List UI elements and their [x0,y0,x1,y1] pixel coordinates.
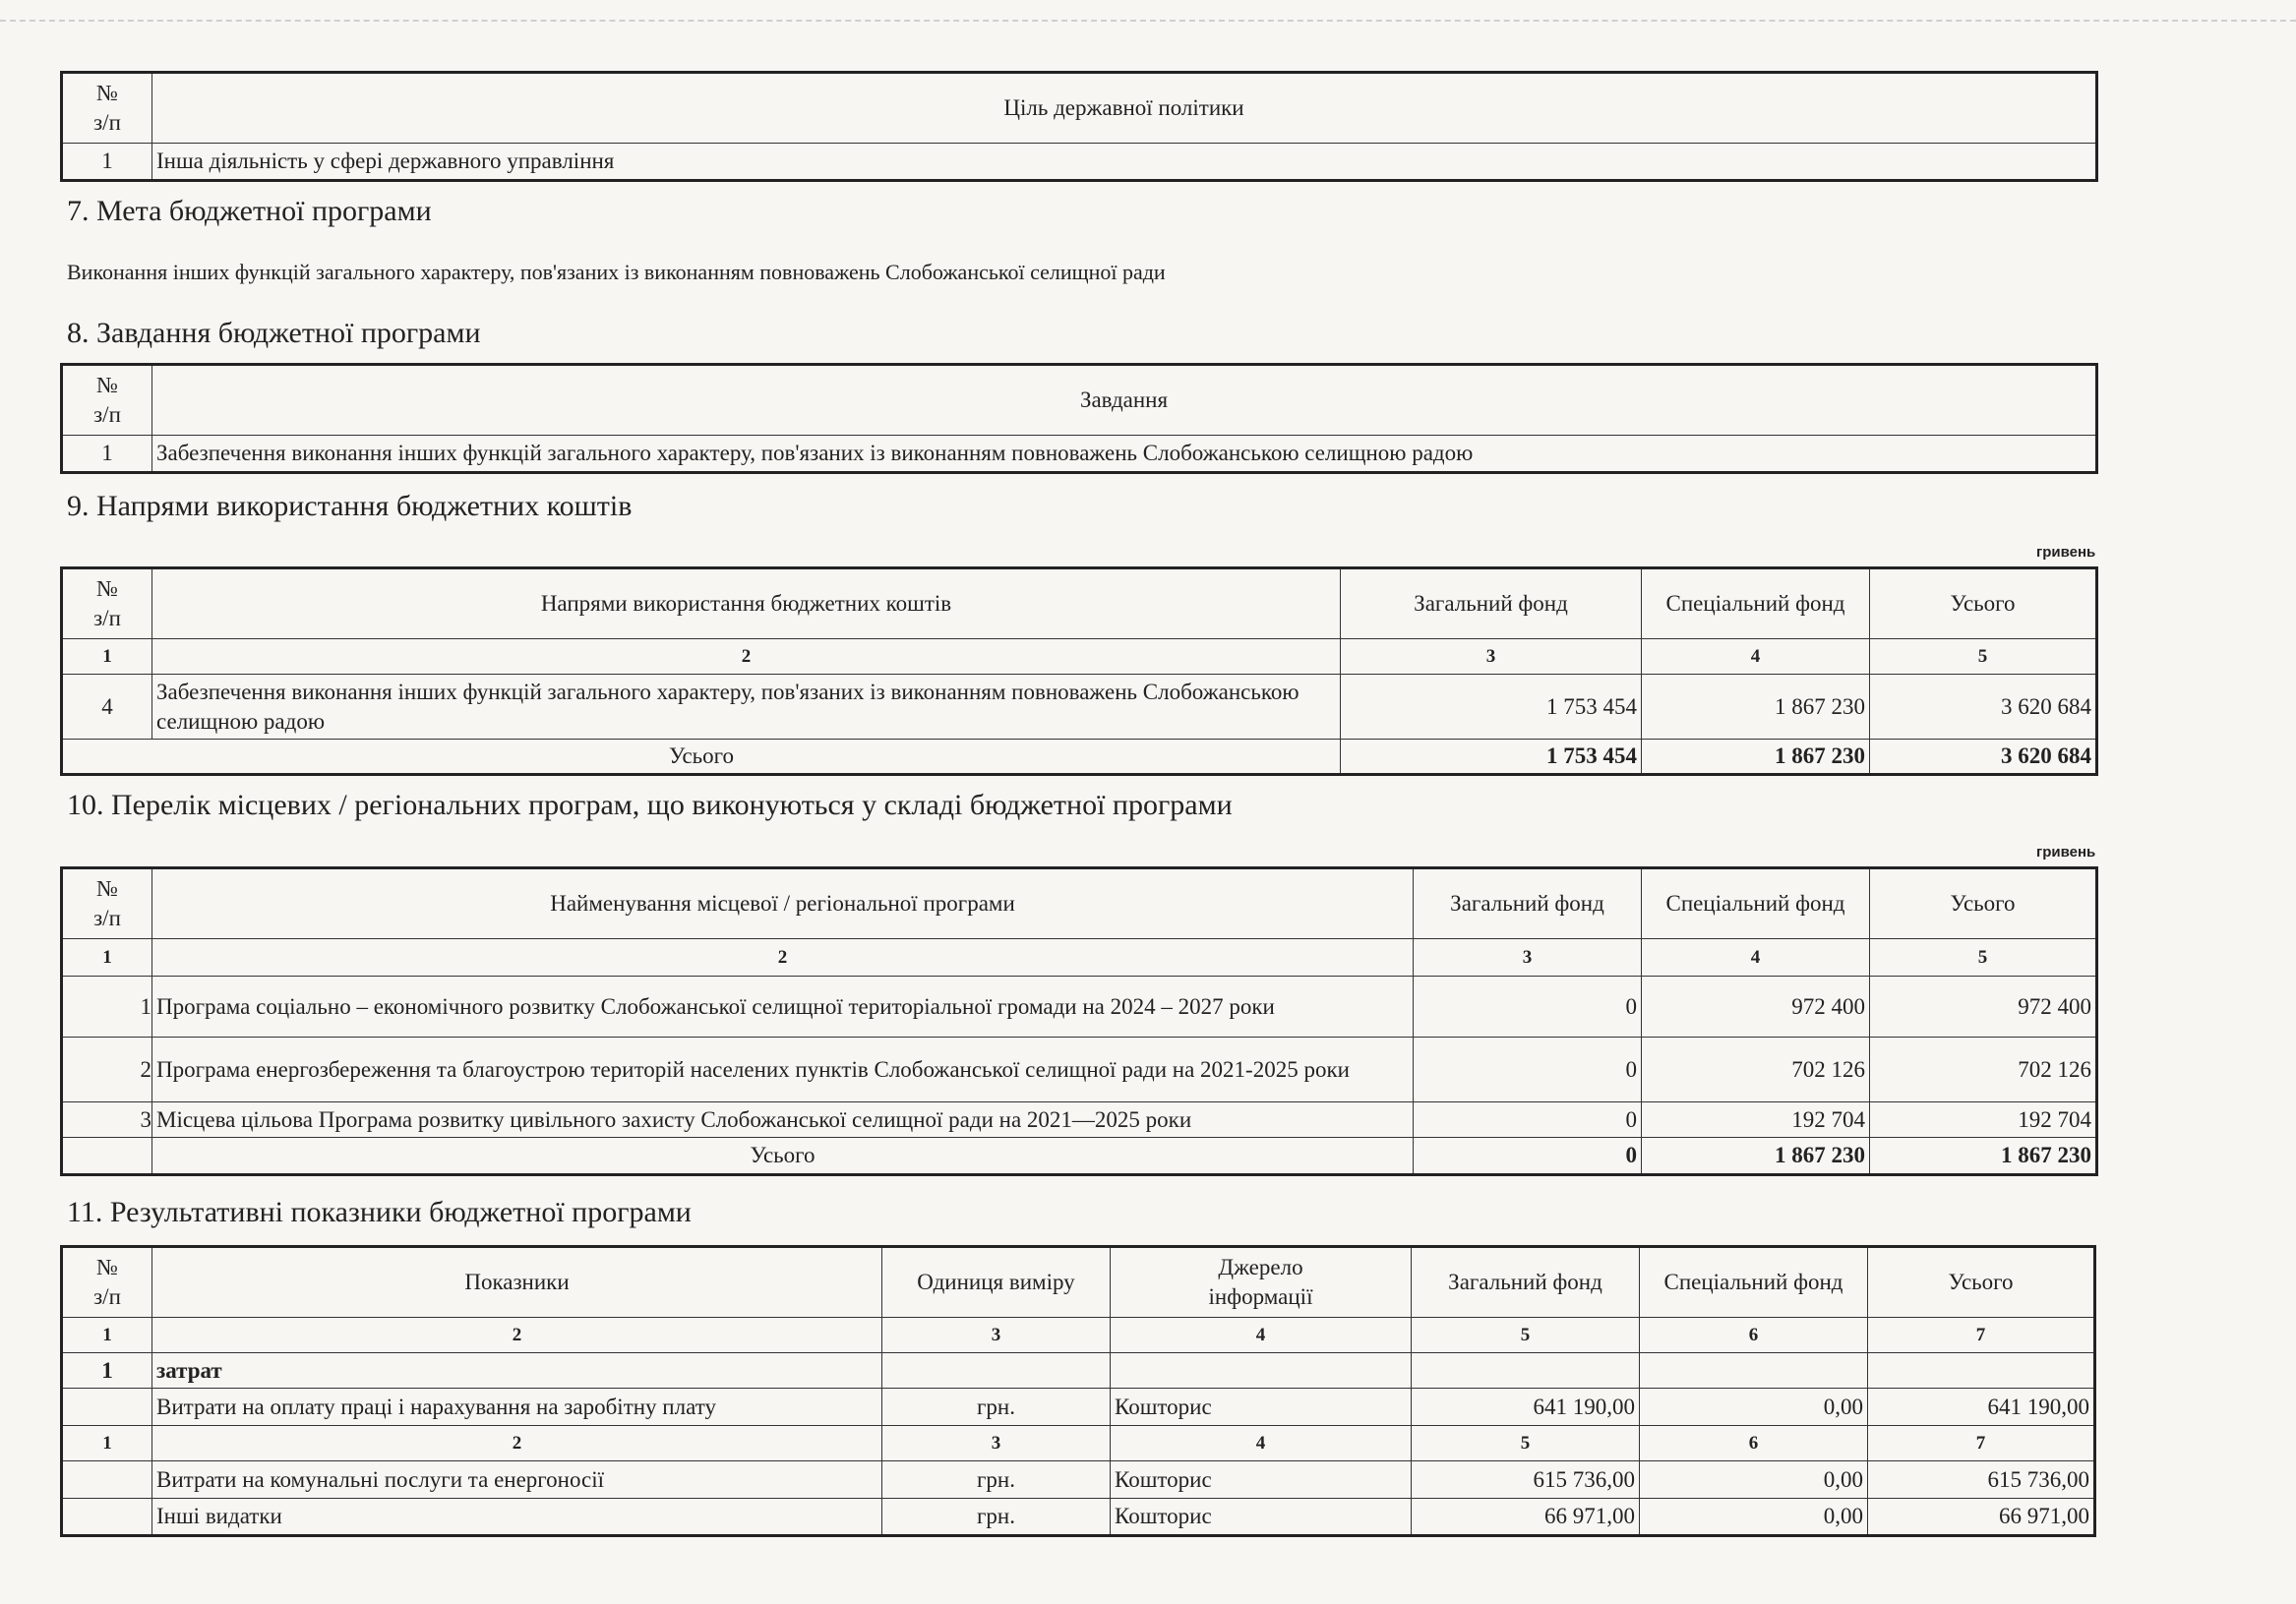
indicator-unit: грн. [882,1499,1111,1536]
indicator-source: Кошторис [1111,1461,1412,1499]
col-header-total: Усього [1870,568,2097,639]
empty-cell [62,1499,152,1536]
budget-directions-table [60,566,2098,776]
col-number-4: 4 [1642,639,1870,675]
col-number-5: 5 [1412,1426,1640,1461]
col-number-3: 3 [882,1318,1111,1353]
section-7-heading: 7. Мета бюджетної програми [67,195,432,227]
general-fund-value: 0 [1414,1102,1642,1138]
total-sum: 3 620 684 [1870,740,2097,775]
empty-cell [1111,1353,1412,1389]
col-header-task: Завдання [152,365,2097,436]
general-fund-value: 66 971,00 [1412,1499,1640,1536]
col-header-direction: Напрями використання бюджетних коштів [152,568,1341,639]
col-number-4: 4 [1111,1426,1412,1461]
col-header-special-fund: Спеціальний фонд [1640,1247,1868,1318]
total-value: 66 971,00 [1868,1499,2095,1536]
total-value: 3 620 684 [1870,675,2097,740]
col-number-1: 1 [62,1318,152,1353]
total-value: 615 736,00 [1868,1461,2095,1499]
total-value: 192 704 [1870,1102,2097,1138]
special-fund-value: 0,00 [1640,1499,1868,1536]
col-header-general-fund: Загальний фонд [1341,568,1642,639]
total-label: Усього [62,740,1341,775]
special-fund-value: 0,00 [1640,1389,1868,1426]
col-number-7: 7 [1868,1318,2095,1353]
col-header-program-name: Найменування місцевої / регіональної програми [152,868,1414,939]
empty-cell [62,1461,152,1499]
group-number: 1 [62,1353,152,1389]
program-name: Місцева цільова Програма розвитку цивільного захисту Слобожанської селищної ради на 2021—2025 роки [152,1102,1414,1138]
special-fund-value: 972 400 [1642,977,1870,1038]
col-header-number: № з/п [62,868,152,939]
col-number-6: 6 [1640,1426,1868,1461]
col-header-general-fund: Загальний фонд [1412,1247,1640,1318]
col-number-3: 3 [1341,639,1642,675]
policy-goal-table [60,71,2098,182]
col-number-5: 5 [1870,939,2097,977]
empty-cell [1868,1353,2095,1389]
col-number-1: 1 [62,639,152,675]
table-row [62,977,2097,1038]
col-header-special-fund: Спеціальний фонд [1642,568,1870,639]
col-number-7: 7 [1868,1426,2095,1461]
table-row [62,1102,2097,1138]
section-10-heading: 10. Перелік місцевих / регіональних програм, що виконуються у складі бюджетної програми [67,789,1233,821]
col-number-6: 6 [1640,1318,1868,1353]
col-header-unit: Одиниця виміру [882,1247,1111,1318]
total-value: 702 126 [1870,1038,2097,1102]
total-label: Усього [152,1138,1414,1175]
col-number-3: 3 [1414,939,1642,977]
program-purpose-text: Виконання інших функцій загального характеру, пов'язаних із виконанням повноважень Слобожанської селищної ради [67,260,1166,284]
empty-cell [1640,1353,1868,1389]
col-header-policy-goal: Ціль державної політики [152,73,2097,144]
col-header-number: № з/п [62,568,152,639]
currency-unit-label: гривень [2036,844,2096,861]
total-sum: 1 867 230 [1870,1138,2097,1175]
table-row [62,1038,2097,1102]
empty-cell [1412,1353,1640,1389]
performance-indicators-table [60,1245,2096,1537]
total-value: 641 190,00 [1868,1389,2095,1426]
col-number-2: 2 [152,1318,882,1353]
total-row [62,740,2097,775]
row-number: 2 [62,1038,152,1102]
group-label: затрат [152,1353,882,1389]
col-header-number: № з/п [62,1247,152,1318]
col-header-total: Усього [1868,1247,2095,1318]
indicator-unit: грн. [882,1389,1111,1426]
col-number-4: 4 [1642,939,1870,977]
col-number-1: 1 [62,939,152,977]
col-number-5: 5 [1412,1318,1640,1353]
total-general-fund: 1 753 454 [1341,740,1642,775]
special-fund-value: 0,00 [1640,1461,1868,1499]
col-header-general-fund: Загальний фонд [1414,868,1642,939]
total-row [62,1138,2097,1175]
col-header-indicators: Показники [152,1247,882,1318]
general-fund-value: 0 [1414,977,1642,1038]
local-programs-table [60,866,2098,1176]
col-number-5: 5 [1870,639,2097,675]
total-general-fund: 0 [1414,1138,1642,1175]
section-11-heading: 11. Результативні показники бюджетної програми [67,1196,692,1228]
empty-cell [62,1138,152,1175]
row-number: 4 [62,675,152,740]
general-fund-value: 1 753 454 [1341,675,1642,740]
col-header-total: Усього [1870,868,2097,939]
indicator-source: Кошторис [1111,1499,1412,1536]
general-fund-value: 0 [1414,1038,1642,1102]
table-row [62,1461,2095,1499]
total-value: 972 400 [1870,977,2097,1038]
total-special-fund: 1 867 230 [1642,1138,1870,1175]
general-fund-value: 615 736,00 [1412,1461,1640,1499]
general-fund-value: 641 190,00 [1412,1389,1640,1426]
special-fund-value: 702 126 [1642,1038,1870,1102]
col-number-2: 2 [152,639,1341,675]
col-number-4: 4 [1111,1318,1412,1353]
program-name: Програма енергозбереження та благоустрою територій населених пунктів Слобожанської селищної ради на 2021-2025 роки [152,1038,1414,1102]
policy-goal-text: Інша діяльність у сфері державного управління [152,144,2097,181]
indicator-name: Витрати на комунальні послуги та енергоносії [152,1461,882,1499]
row-number: 1 [62,144,152,181]
group-row [62,1353,2095,1389]
empty-cell [882,1353,1111,1389]
col-header-number: № з/п [62,73,152,144]
col-header-source: Джерело інформації [1111,1247,1412,1318]
special-fund-value: 1 867 230 [1642,675,1870,740]
indicator-unit: грн. [882,1461,1111,1499]
row-number: 3 [62,1102,152,1138]
special-fund-value: 192 704 [1642,1102,1870,1138]
col-number-3: 3 [882,1426,1111,1461]
empty-cell [62,1389,152,1426]
table-row [62,1389,2095,1426]
table-row [62,1499,2095,1536]
col-number-2: 2 [152,1426,882,1461]
task-text: Забезпечення виконання інших функцій загального характеру, пов'язаних із виконанням повноважень Слобожанською селищною радою [152,436,2097,473]
section-8-heading: 8. Завдання бюджетної програми [67,317,481,349]
program-name: Програма соціально – економічного розвитку Слобожанської селищної територіальної громади на 2024 – 2027 роки [152,977,1414,1038]
page-top-edge [0,20,2296,22]
program-tasks-table [60,363,2098,474]
col-header-number: № з/п [62,365,152,436]
direction-text: Забезпечення виконання інших функцій загального характеру, пов'язаних із виконанням повноважень Слобожанською селищною радою [152,675,1341,740]
col-number-1: 1 [62,1426,152,1461]
col-number-2: 2 [152,939,1414,977]
indicator-source: Кошторис [1111,1389,1412,1426]
currency-unit-label: гривень [2036,544,2096,561]
indicator-name: Інші видатки [152,1499,882,1536]
indicator-name: Витрати на оплату праці і нарахування на заробітну плату [152,1389,882,1426]
row-number: 1 [62,977,152,1038]
col-header-special-fund: Спеціальний фонд [1642,868,1870,939]
section-9-heading: 9. Напрями використання бюджетних коштів [67,490,633,522]
row-number: 1 [62,436,152,473]
total-special-fund: 1 867 230 [1642,740,1870,775]
